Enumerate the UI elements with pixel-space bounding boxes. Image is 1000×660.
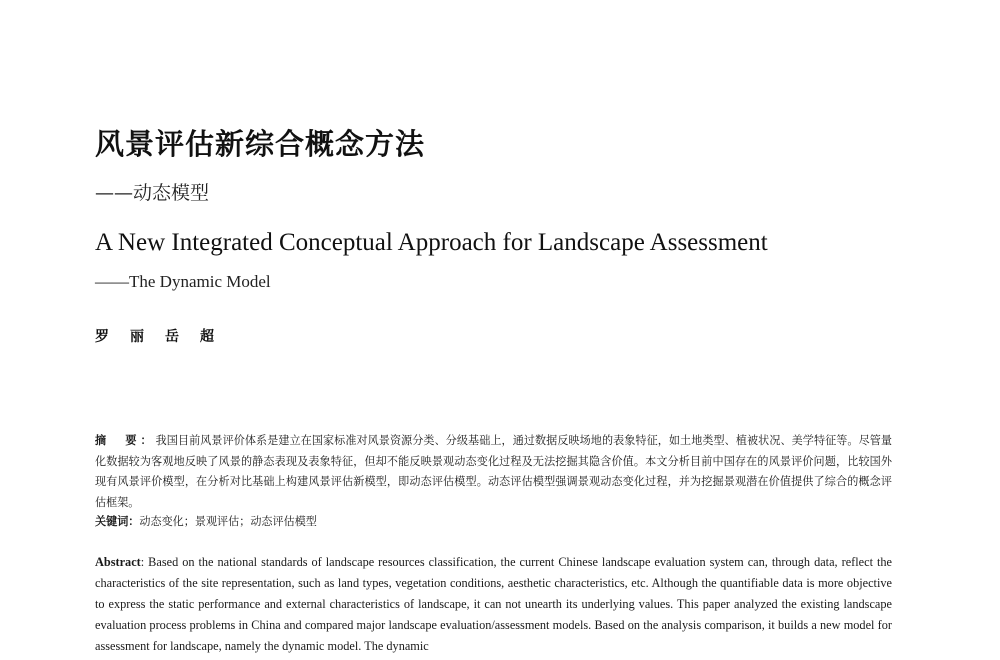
- title-english: A New Integrated Conceptual Approach for Landscape Assessment: [95, 229, 768, 256]
- abstract-english-text: Based on the national standards of landscape resources classification, the current Chinese landscape evaluation system can, through data, reflect the characteristics of the site representation, such as land types, vegetation conditions, aesthetic characteristics, etc. Although the quantifiable data is more objective to express the static performance and external characteristics of landscape, it can not unearth its underlying values. This paper analyzed the existing landscape evaluation process problems in China and compared major landscape evaluation/assessment models. Based on the analysis comparison, it builds a new model for assessment for landscape, namely the dynamic model. The dynamic: [95, 555, 892, 653]
- abstract-chinese: [95, 431, 892, 513]
- subtitle-english: ——The Dynamic Model: [95, 272, 271, 291]
- author-list: [95, 326, 214, 346]
- abstract-chinese-text: 我国目前风景评价体系是建立在国家标准对风景资源分类、分级基础上，通过数据反映场地的表象特征，如土地类型、植被状况、美学特征等。尽管量化数据较为客观地反映了风景的静态表现及表象特征，但却不能反映景观动态变化过程及无法挖掘其隐含价值。本文分析目前中国存在的风景评价问题，比较国外现有风景评价模型，在分析对比基础上构建风景评估新模型，即动态评估模型。动态评估模型强调景观动态变化过程，并为挖掘景观潜在价值提供了综合的概念评估框架。: [95, 434, 892, 509]
- author-char: 超: [200, 329, 214, 345]
- title-chinese: 风景评估新综合概念方法: [95, 127, 426, 161]
- author-char: 罗: [95, 329, 109, 345]
- keywords-chinese: [95, 512, 317, 532]
- abstract-english-separator: :: [140, 555, 149, 569]
- keywords-chinese-label: 关键词：: [95, 515, 140, 528]
- abstract-english-label: Abstract: [95, 555, 141, 569]
- abstract-chinese-label: 摘 要：: [95, 434, 156, 447]
- abstract-english: [95, 552, 892, 657]
- keywords-chinese-text: 动态变化；景观评估；动态评估模型: [139, 515, 317, 528]
- author-char: 丽: [130, 329, 144, 345]
- author-char: 岳: [165, 329, 179, 345]
- subtitle-chinese: ——动态模型: [95, 182, 210, 204]
